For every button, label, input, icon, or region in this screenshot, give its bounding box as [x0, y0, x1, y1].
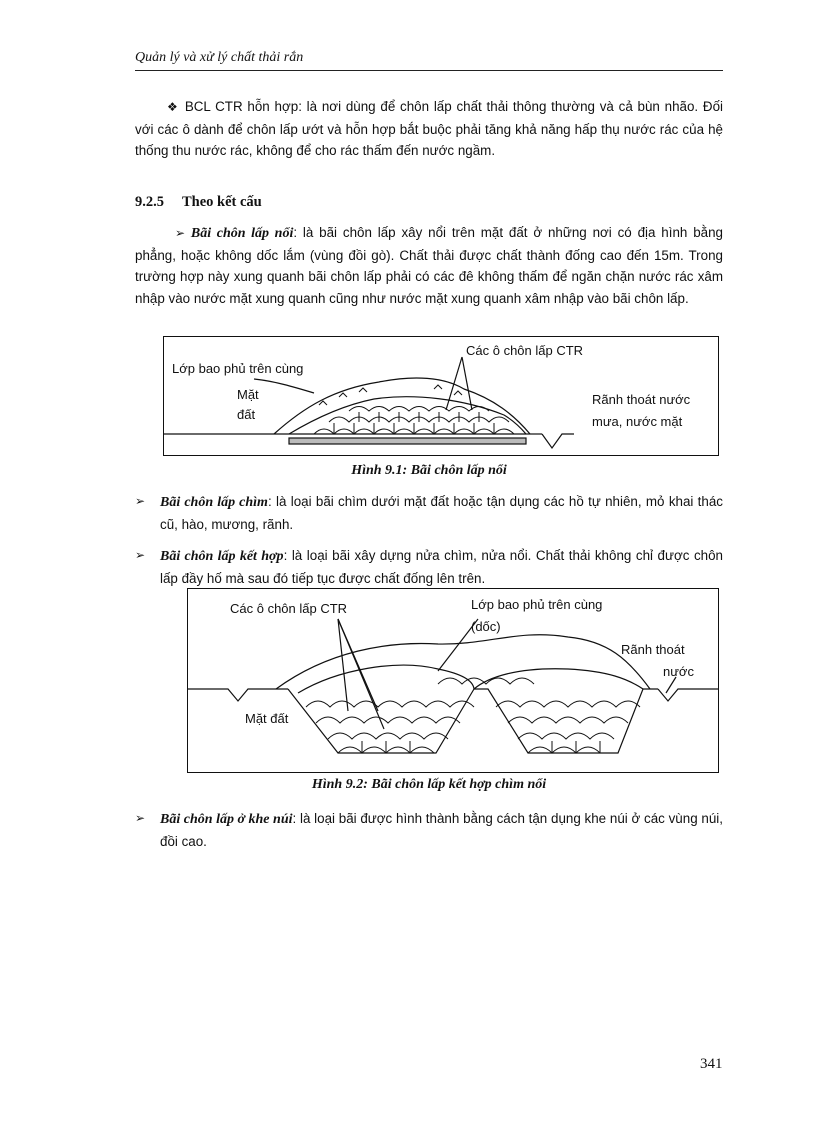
- figure-combined-landfill: [187, 588, 719, 773]
- fig2-label-cover-2: (dốc): [471, 619, 501, 634]
- fig1-label-ground-2: đất: [237, 407, 256, 422]
- arrow-bullet-icon: ➢: [135, 548, 146, 562]
- fig1-label-ground-1: Mặt: [237, 387, 259, 402]
- combined-landfill-drawing: [188, 589, 718, 772]
- item-sunken: [135, 491, 723, 535]
- section-heading: [135, 194, 262, 211]
- item-combined-text: : là loại bãi xây dựng nửa chìm, nửa nổi. Chất thải không chỉ được chôn lấp đầy hố mà sau đó tiếp tục được chất đống lên trên.: [160, 548, 723, 586]
- page-header-title: Quản lý và xử lý chất thải rắn: [135, 50, 304, 65]
- paragraph-bcl-mixed: [135, 96, 723, 162]
- fig2-label-ground: Mặt đất: [245, 711, 289, 726]
- arrow-bullet-icon: ➢: [175, 226, 186, 240]
- figure1-caption: Hình 9.1: Bãi chôn lấp nổi: [351, 463, 507, 478]
- fig2-label-cover-1: Lớp bao phủ trên cùng: [471, 597, 603, 612]
- item-mountain: [135, 808, 723, 852]
- item-sunken-text: : là loại bãi chìm dưới mặt đất hoặc tận dụng các hồ tự nhiên, mỏ khai thác cũ, hào, mương, rãnh.: [160, 494, 723, 532]
- item-floating: [135, 222, 723, 309]
- paragraph-bcl-mixed-text: BCL CTR hỗn hợp: là nơi dùng để chôn lấp chất thải thông thường và cả bùn nhão. Đối với các ô dành để chôn lấp ướt và hỗn hợp bắt buộc phải tăng khả năng hấp thụ nước rác của hệ thống thu nước rác, không để cho rác thấm đến nước ngầm.: [135, 99, 724, 158]
- item-mountain-text: : là loại bãi được hình thành bằng cách tận dụng khe núi ở các vùng núi, đồi cao.: [160, 811, 723, 849]
- fig2-label-cells: Các ô chôn lấp CTR: [230, 601, 348, 616]
- arrow-bullet-icon: ➢: [135, 811, 146, 825]
- item-floating-text: : là bãi chôn lấp xây nổi trên mặt đất ở những nơi có địa hình bằng phẳng, hoặc không dốc lắm (vùng đồi gò). Chất thải được chất thành đống cao đến 15m. Trong trường hợp này xung quanh bãi chôn lấp phải có các đê không thấm để ngăn chặn nước rác xâm nhập vào nước mặt xung quanh cũng như nước mặt xung quanh xâm nhập vào bãi chôn lấp.: [135, 225, 723, 306]
- page-number: 341: [700, 1056, 723, 1072]
- item-combined-term: Bãi chôn lấp kết hợp: [160, 549, 284, 564]
- item-floating-term: Bãi chôn lấp nổi: [190, 226, 294, 241]
- arrow-bullet-icon: ➢: [135, 494, 146, 508]
- item-combined: [135, 545, 723, 589]
- figure2-caption: Hình 9.2: Bãi chôn lấp kết hợp chìm nổi: [311, 777, 547, 792]
- fig1-label-cells: Các ô chôn lấp CTR: [466, 343, 584, 358]
- section-title: Theo kết cấu: [182, 194, 262, 210]
- item-sunken-term: Bãi chôn lấp chìm: [160, 495, 268, 510]
- diamond-bullet-icon: ❖: [167, 100, 179, 114]
- figure-floating-landfill: [163, 336, 719, 456]
- fig1-label-cover: Lớp bao phủ trên cùng: [172, 361, 304, 376]
- header-rule: [135, 70, 723, 71]
- fig1-label-drain-1: Rãnh thoát nước: [592, 392, 691, 407]
- fig1-label-drain-2: mưa, nước mặt: [592, 414, 683, 429]
- fig2-label-drain-2: nước: [663, 664, 694, 679]
- fig2-label-drain-1: Rãnh thoát: [621, 642, 685, 657]
- item-mountain-term: Bãi chôn lấp ở khe núi: [160, 812, 293, 827]
- section-number: 9.2.5: [135, 194, 164, 210]
